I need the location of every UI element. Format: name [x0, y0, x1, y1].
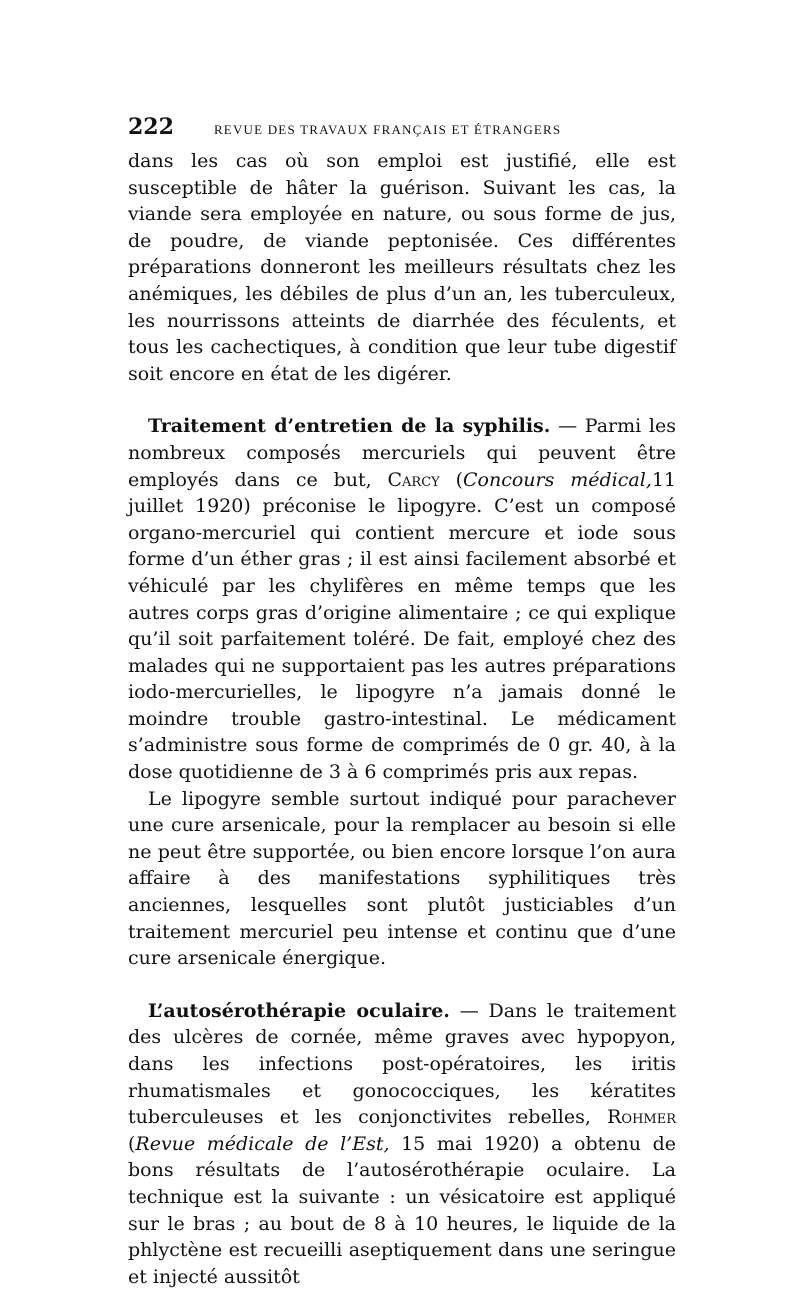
running-title: REVUE DES TRAVAUX FRANÇAIS ET ÉTRANGERS [213, 122, 562, 137]
paragraph-autoserotherapie [128, 998, 676, 1290]
section-spacer [128, 972, 676, 998]
paragraph-syphilis [128, 413, 676, 785]
paragraph-continuation: dans les cas où son emploi est justifié, elle est susceptible de hâter la guérison. Suivant les cas, la viande sera employée en nature, ou sous forme de jus, de poudre, de viande peptonisée. Ces différentes préparations donneront les meilleurs résultats chez les anémiques, les débiles de plus d’un an, les tuberculeux, les nourrissons atteints de diarrhée des féculents, et tous les cachectiques, à condition que leur tube digestif soit encore en état de les digérer. [128, 150, 676, 385]
section-spacer [128, 387, 676, 413]
section-heading-syphilis: Traitement d’entretien de la syphilis. [148, 415, 551, 438]
section-heading-autoserotherapie: L’autosérothérapie oculaire. [148, 999, 450, 1022]
page-header [128, 114, 676, 144]
author-carcy: Carcy [387, 468, 440, 491]
syphilis-text-a: — Parmi les nombreux composés mercuriels qui peuvent être employés dans ce but, [128, 415, 676, 491]
source-concours-medical: Concours médical, [463, 468, 652, 491]
page-number: 222 [128, 114, 174, 140]
autoserotherapie-text-b: ( [128, 1132, 136, 1155]
syphilis-text-b: ( [439, 468, 464, 491]
body-text [128, 148, 676, 1290]
source-revue-medicale-est: Revue médicale de l’Est, [135, 1132, 390, 1155]
autoserotherapie-text-a: — Dans le traitement des ulcères de cornée, même graves avec hypopyon, dans les infections post-opératoires, les iritis rhumatismales et gonococciques, les kératites tuberculeuses et les conjonctivites rebelles, [128, 999, 676, 1129]
syphilis-text-c: 11 juillet 1920) préconise le lipogyre. C’est un composé organo-mercuriel qui contient mercure et iode sous forme d’un éther gras ; il est ainsi facilement absorbé et véhiculé par les chylifères en même temps que les autres corps gras d’origine alimentaire ; ce qui explique qu’il soit parfaitement toléré. De fait, employé chez des malades qui ne supportaient pas les autres préparations iodo-mercurielles, le lipogyre n’a jamais donné le moindre trouble gastro-intestinal. Le médicament s’administre sous forme de comprimés de 0 gr. 40, à la dose quotidienne de 3 à 6 comprimés pris aux repas. [128, 468, 676, 784]
paragraph-lipogyre: Le lipogyre semble surtout indiqué pour parachever une cure arsenicale, pour la remplacer au besoin si elle ne peut être supportée, ou bien encore lorsque l’on aura affaire à des manifestations syphilitiques très anciennes, lesquelles sont plutôt justiciables d’un traitement mercuriel peu intense et continu que d’une cure arsenicale énergique. [128, 787, 676, 970]
author-rohmer: Rohmer [607, 1106, 676, 1129]
autoserotherapie-text-c: 15 mai 1920) a obtenu de bons résultats de l’autosérothérapie oculaire. La technique est la suivante : un vésicatoire est appliqué sur le bras ; au bout de 8 à 10 heures, le liquide de la phlyctène est recueilli aseptiquement dans une seringue et injecté aussitôt [128, 1132, 676, 1288]
